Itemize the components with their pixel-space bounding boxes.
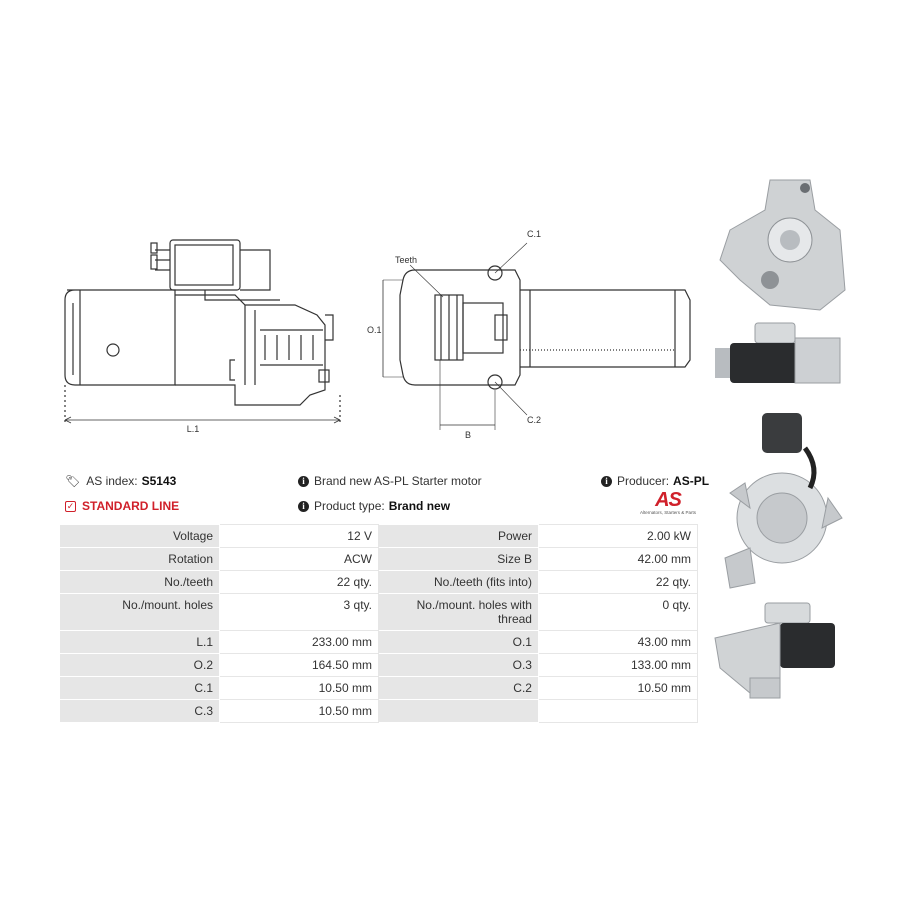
- table-row: [60, 525, 698, 548]
- o1-dimension-label: O.1: [367, 325, 382, 335]
- producer: [601, 474, 709, 488]
- teeth-label: Teeth: [395, 255, 418, 265]
- spec-key-cell: No./mount. holes with thread: [378, 594, 538, 631]
- spec-key-cell: C.3: [60, 700, 220, 723]
- spec-value-cell: 12 V: [220, 525, 379, 548]
- table-row: [60, 548, 698, 571]
- spec-value-cell: 10.50 mm: [220, 700, 379, 723]
- tag-icon: 🏷︎: [65, 474, 81, 488]
- info-icon: i: [298, 476, 309, 487]
- product-photo-side: [710, 318, 850, 393]
- c2-label: C.2: [527, 415, 542, 425]
- spec-value-cell: 133.00 mm: [538, 654, 697, 677]
- spec-value-cell: 43.00 mm: [538, 631, 697, 654]
- spec-key-cell: Power: [378, 525, 538, 548]
- spec-key-cell: C.2: [378, 677, 538, 700]
- standard-line: [65, 499, 179, 513]
- spec-key-cell: O.2: [60, 654, 220, 677]
- product-type-label: Product type:: [314, 499, 385, 513]
- product-type-value: Brand new: [388, 499, 451, 513]
- description: [298, 474, 482, 488]
- product-photo-front: [710, 170, 850, 320]
- logo-tagline: Alternators, Starters & Parts: [639, 510, 697, 515]
- spec-value-cell: 10.50 mm: [538, 677, 697, 700]
- product-type: [298, 499, 450, 513]
- spec-key-cell: [378, 700, 538, 723]
- as-index-value: S5143: [141, 474, 177, 488]
- front-view-drawing: [355, 225, 700, 445]
- standard-line-text: STANDARD LINE: [82, 499, 180, 513]
- spec-key-cell: C.1: [60, 677, 220, 700]
- product-photo-angle: [710, 598, 850, 703]
- producer-value: AS-PL: [673, 474, 710, 488]
- spec-key-cell: Size B: [378, 548, 538, 571]
- spec-key-cell: L.1: [60, 631, 220, 654]
- spec-key-cell: O.1: [378, 631, 538, 654]
- table-row: [60, 571, 698, 594]
- product-photo-rear: [710, 408, 850, 593]
- info-icon: i: [601, 476, 612, 487]
- description-text: Brand new AS-PL Starter motor: [314, 474, 482, 488]
- table-row: [60, 631, 698, 654]
- checkbox-icon: ✓: [66, 500, 75, 511]
- producer-label: Producer:: [617, 474, 670, 488]
- table-row: [60, 677, 698, 700]
- spec-value-cell: 22 qty.: [538, 571, 697, 594]
- spec-value-cell: 42.00 mm: [538, 548, 697, 571]
- spec-value-cell: 22 qty.: [220, 571, 379, 594]
- spec-key-cell: Voltage: [60, 525, 220, 548]
- spec-value-cell: 10.50 mm: [220, 677, 379, 700]
- spec-key-cell: O.3: [378, 654, 538, 677]
- b-dimension-label: B: [465, 430, 472, 440]
- spec-value-cell: ACW: [220, 548, 379, 571]
- spec-key-cell: Rotation: [60, 548, 220, 571]
- spec-key-cell: No./teeth (fits into): [378, 571, 538, 594]
- spec-value-cell: 2.00 kW: [538, 525, 697, 548]
- spec-value-cell: [538, 700, 697, 723]
- c1-label: C.1: [527, 229, 542, 239]
- logo-mark: AS: [655, 489, 681, 511]
- spec-table: [59, 524, 698, 723]
- as-index-label: AS index:: [86, 474, 138, 488]
- table-row: [60, 700, 698, 723]
- l1-dimension-label: L.1: [186, 424, 200, 434]
- spec-key-cell: No./teeth: [60, 571, 220, 594]
- spec-value-cell: 164.50 mm: [220, 654, 379, 677]
- side-view-drawing: [55, 235, 355, 435]
- spec-key-cell: No./mount. holes: [60, 594, 220, 631]
- spec-value-cell: 3 qty.: [220, 594, 379, 631]
- spec-value-cell: 0 qty.: [538, 594, 697, 631]
- as-index: [65, 474, 176, 488]
- info-icon: i: [298, 501, 309, 512]
- as-pl-logo: [637, 490, 699, 522]
- spec-value-cell: 233.00 mm: [220, 631, 379, 654]
- table-row: [60, 594, 698, 631]
- table-row: [60, 654, 698, 677]
